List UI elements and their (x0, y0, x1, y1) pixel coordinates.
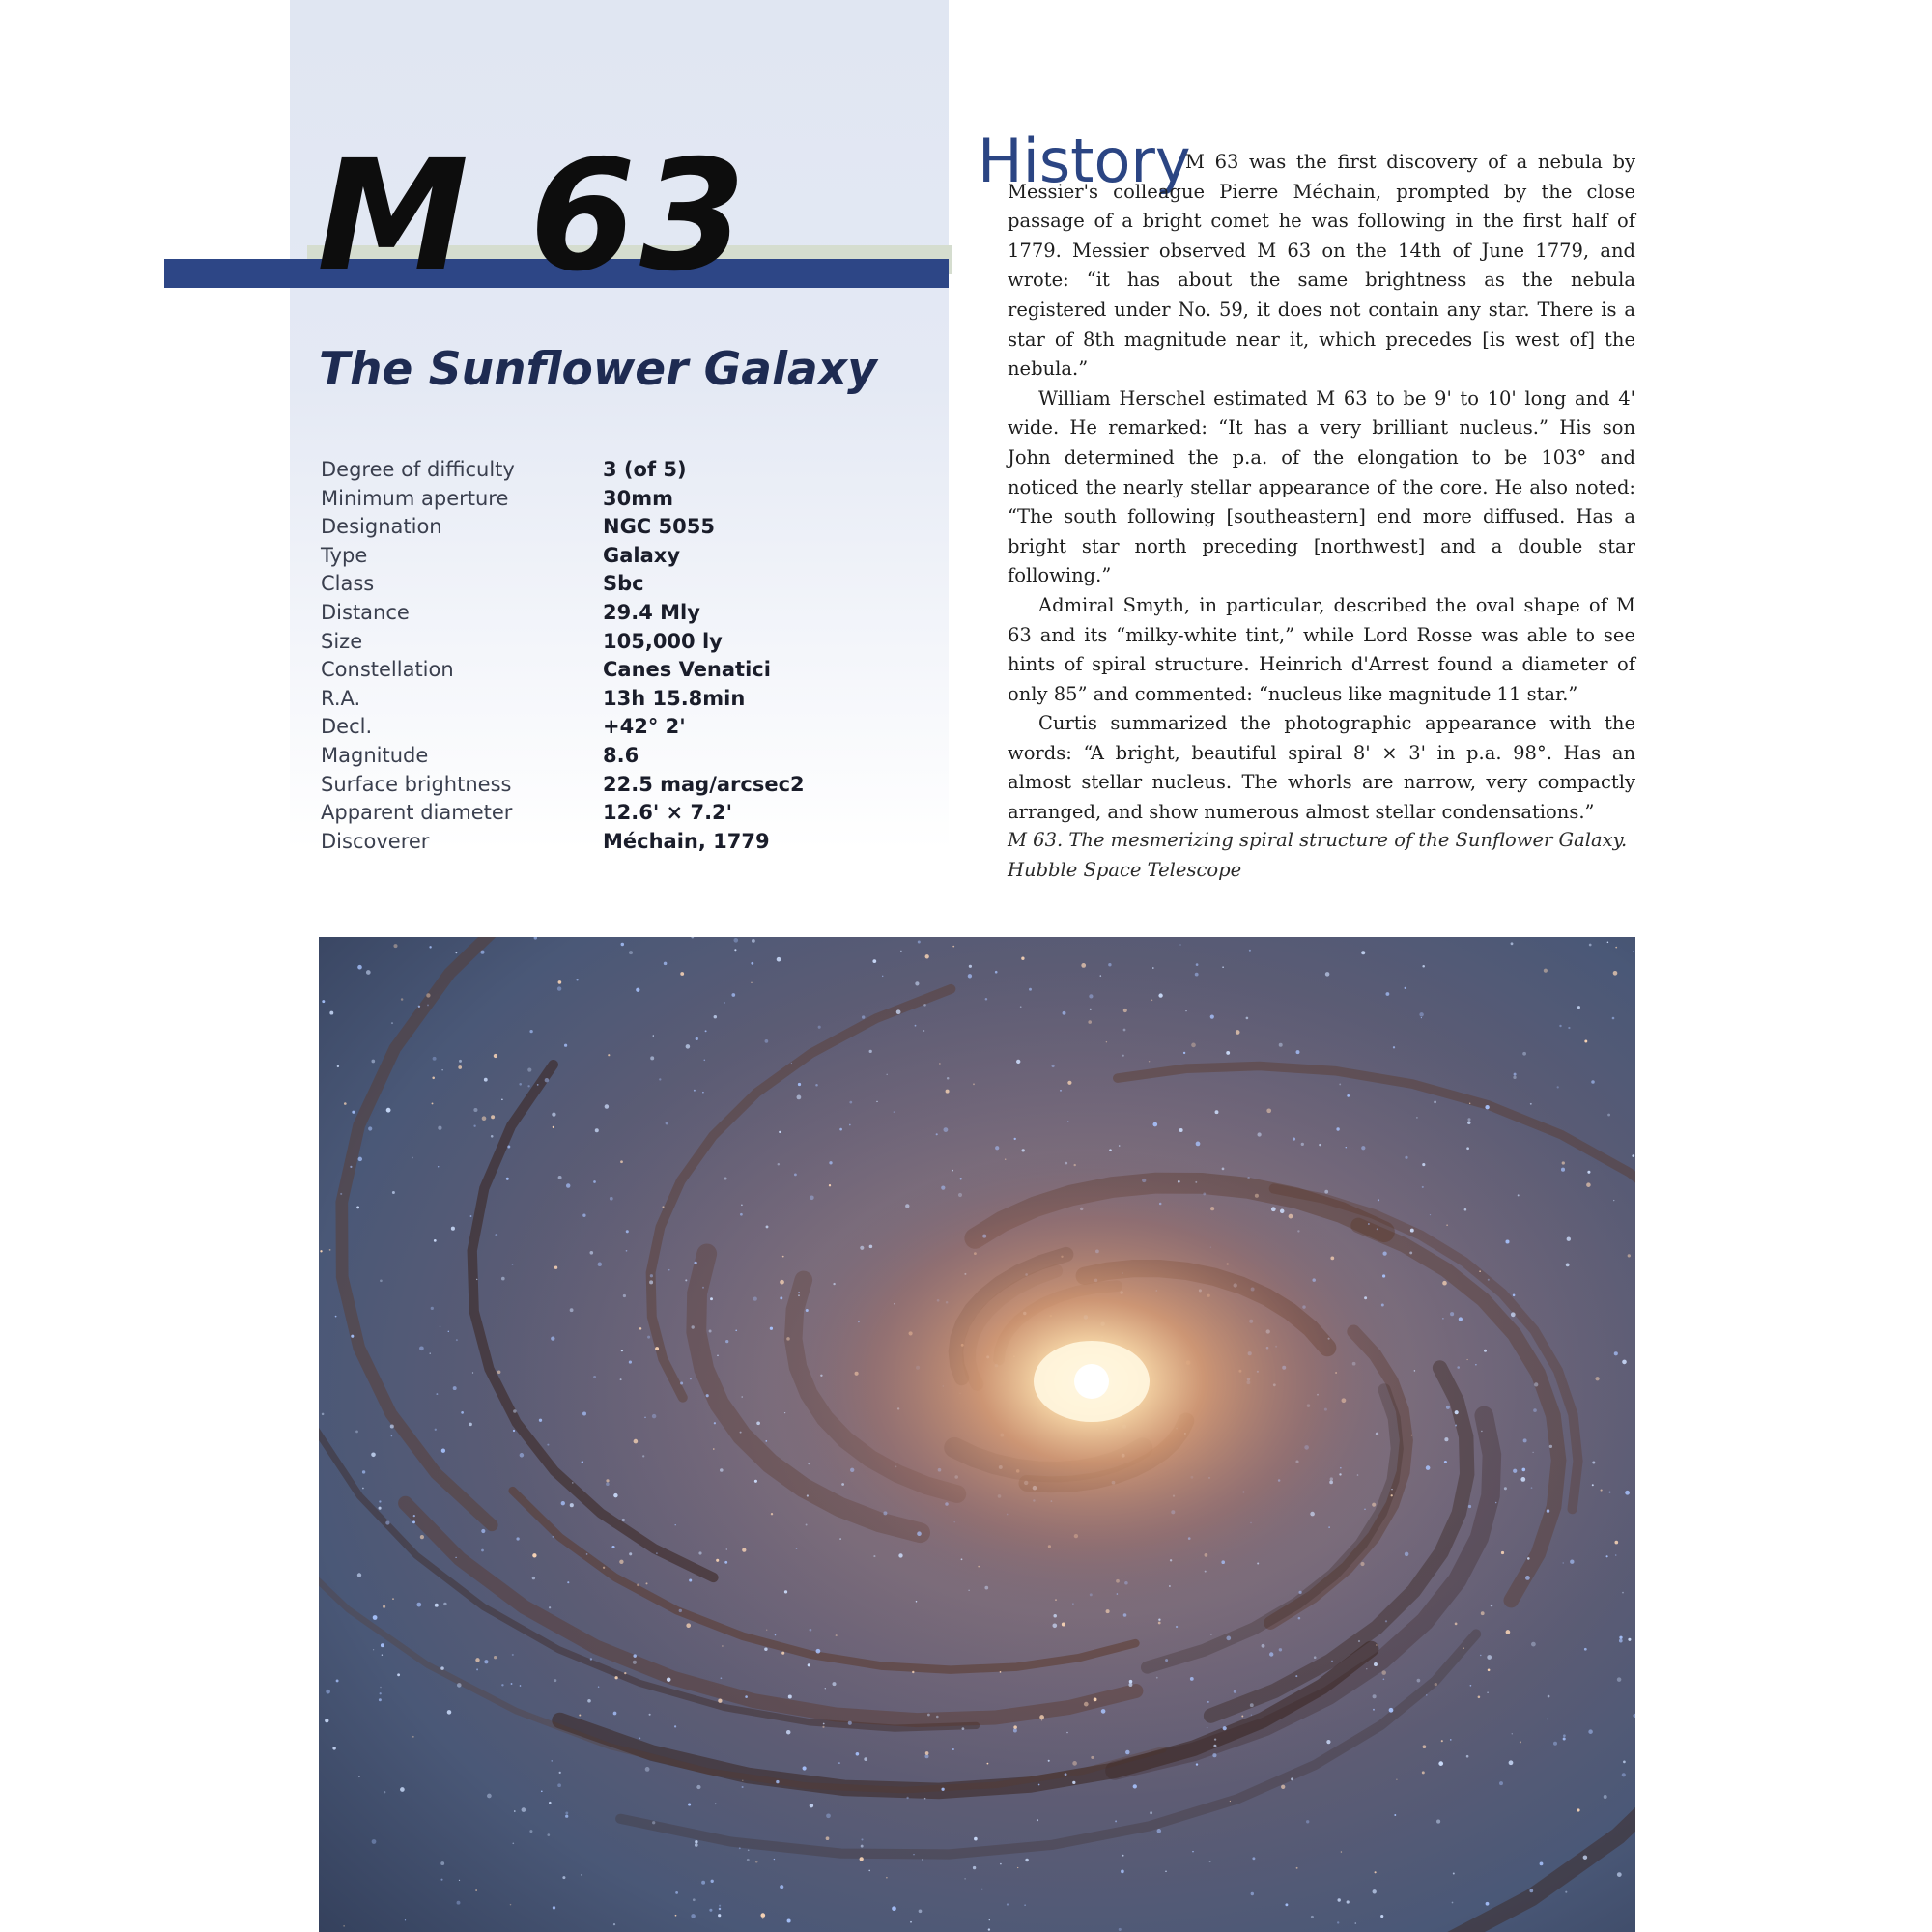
fact-value: NGC 5055 (603, 515, 715, 539)
page-subtitle: The Sunflower Galaxy (319, 343, 877, 396)
fact-label: Decl. (321, 715, 373, 739)
fact-label: Discoverer (321, 829, 430, 853)
fact-row (321, 713, 805, 742)
page-title: M 63 (317, 128, 751, 305)
fact-label: Designation (321, 515, 442, 539)
fact-value: 105,000 ly (603, 629, 723, 653)
history-paragraph: M 63 was the first discovery of a nebula by Messier's colleague Pierre Méchain, prompted by the close passage of a bright comet he was following in the first half of 1779. Messier observed M 63 on the 14th of June 1779, and wrote: “it has about the same brightness as the nebula registered under No. 59, it does not contain any star. There is a star of 8th magnitude near it, which precedes [is west of] the nebula.” (1008, 151, 1635, 381)
fact-label: Apparent diameter (321, 801, 513, 825)
history-paragraph: William Herschel estimated M 63 to be 9' to 10' long and 4' wide. He remarked: “It has a very brilliant nucleus.” His son John determined the p.a. of the elongation to be 103° and noticed the nearly stellar appearance of the core. He also noted: “The south following [southeastern] end more diffused. Has a bright star north preceding [northwest] and a double star following.” (1008, 386, 1635, 587)
image-caption (1008, 826, 1635, 885)
fact-value: +42° 2' (603, 715, 686, 739)
fact-row (321, 485, 805, 514)
fact-value: Galaxy (603, 543, 681, 567)
fact-value: 29.4 Mly (603, 600, 700, 624)
fact-row (321, 570, 805, 599)
caption-line: M 63. The mesmerizing spiral structure of the Sunflower Galaxy. (1008, 829, 1628, 851)
fact-value: 13h 15.8min (603, 686, 746, 710)
fact-row (321, 599, 805, 628)
fact-row (321, 799, 805, 828)
fact-value: Méchain, 1779 (603, 829, 770, 853)
fact-value: 3 (of 5) (603, 458, 687, 481)
fact-row (321, 771, 805, 800)
fact-label: Distance (321, 600, 410, 624)
fact-row (321, 628, 805, 657)
fact-row (321, 456, 805, 485)
fact-label: Degree of difficulty (321, 458, 515, 481)
history-paragraph: Admiral Smyth, in particular, described the oval shape of M 63 and its “milky-white tint,” while Lord Rosse was able to see hints of spiral structure. Heinrich d'Arrest found a diameter of only 85” and commented: “nucleus like magnitude 11 star.” (1008, 593, 1635, 705)
fact-value: 8.6 (603, 743, 639, 767)
fact-label: Class (321, 572, 375, 596)
fact-value: Sbc (603, 572, 644, 596)
fact-value: 30mm (603, 486, 673, 510)
fact-label: Surface brightness (321, 772, 512, 796)
fact-value: 12.6' × 7.2' (603, 801, 733, 825)
fact-row (321, 685, 805, 714)
history-paragraph: Curtis summarized the photographic appearance with the words: “A bright, beautiful spiral 8' × 3' in p.a. 98°. Has an almost stellar nucleus. The whorls are narrow, very compactly arranged, and show numerous almost stellar condensations.” (1008, 712, 1635, 824)
fact-row (321, 542, 805, 571)
fact-row (321, 656, 805, 685)
facts-table (321, 456, 805, 856)
caption-credit: Hubble Space Telescope (1008, 858, 1242, 881)
history-heading: History (978, 126, 1191, 196)
fact-row (321, 742, 805, 771)
fact-label: R.A. (321, 686, 361, 710)
history-text (1008, 148, 1635, 828)
fact-row (321, 513, 805, 542)
fact-row (321, 828, 805, 857)
fact-value: 22.5 mag/arcsec2 (603, 772, 805, 796)
fact-label: Magnitude (321, 743, 429, 767)
fact-label: Size (321, 629, 363, 653)
fact-value: Canes Venatici (603, 658, 771, 682)
galaxy-photo (319, 937, 1635, 1932)
fact-label: Type (321, 543, 368, 567)
fact-label: Minimum aperture (321, 486, 509, 510)
fact-label: Constellation (321, 658, 454, 682)
galaxy-image-svg (319, 937, 1635, 1932)
